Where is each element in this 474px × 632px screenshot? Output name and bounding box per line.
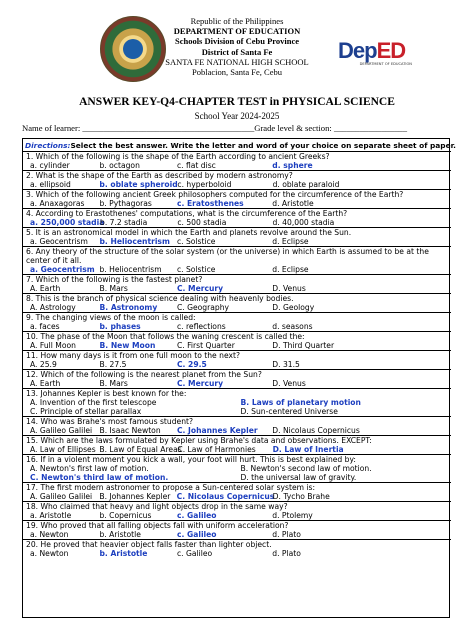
correct-answer-option: a. 250,000 stadia: [30, 218, 105, 227]
options-row: [26, 464, 451, 473]
question-stem: 18. Who claimed that heavy and light objects drop in the same way?: [26, 502, 288, 511]
answer-option: A. Full Moon: [30, 341, 76, 350]
correct-answer-option: b. phases: [99, 322, 141, 331]
correct-answer-option: C. Mercury: [176, 284, 224, 293]
answer-option: D. Third Quarter: [272, 341, 335, 350]
options-row: [26, 379, 451, 388]
correct-answer-option: b. oblate spheroid: [99, 180, 178, 189]
answer-option: a. Newton: [30, 530, 69, 539]
answer-option: C. First Quarter: [176, 341, 235, 350]
question-item: [23, 454, 451, 482]
question-stem: 9. The changing views of the moon is called:: [26, 313, 196, 322]
question-stem: 15. Which are the laws formulated by Kepler using Brahe's data and observations. EXCEPT:: [26, 436, 372, 445]
answer-option: a. Geocentrism: [30, 237, 88, 246]
options-row: [26, 511, 451, 520]
question-item: [23, 482, 451, 501]
answer-option: A. Invention of the first telescope: [30, 398, 157, 407]
correct-answer-option: c. Eratosthenes: [176, 199, 244, 208]
directions: [25, 141, 456, 150]
options-row: [26, 237, 451, 246]
question-item: [23, 312, 451, 331]
answer-option: D. the universal law of gravity.: [240, 473, 357, 482]
options-row: [26, 398, 451, 407]
answer-option: d. 40,000 stadia: [272, 218, 335, 227]
options-row: [26, 473, 451, 482]
question-stem: 16. If in a violent moment you kick a wall, your foot will hurt. This is best explained by:: [26, 455, 356, 464]
options-row: [26, 445, 451, 454]
options-row: [26, 549, 451, 558]
answer-option: b. Copernicus: [99, 511, 152, 520]
header-lines: [150, 16, 324, 77]
answer-option: c. Galileo: [176, 549, 213, 558]
question-stem: 19. Who proved that all falling objects fall with uniform acceleration?: [26, 521, 289, 530]
answer-option: d. Aristotle: [272, 199, 314, 208]
answer-option: A. Earth: [30, 284, 61, 293]
correct-answer-option: C. Nicolaus Copernicus: [176, 492, 275, 501]
options-row: [26, 199, 451, 208]
answer-option: B. Johannes Kepler: [99, 492, 171, 501]
answer-option: A. 25.9: [30, 360, 57, 369]
question-stem: 6. Any theory of the structure of the solar system (or the universe) in which Earth is assumed to be at the center of it all.: [26, 247, 429, 265]
answer-option: b. 7.2 stadia: [100, 218, 148, 227]
question-item: [23, 501, 451, 520]
answer-option: c. flat disc: [176, 161, 216, 170]
answer-option: a. Newton: [30, 549, 69, 558]
correct-answer-option: C. 29.5: [176, 360, 207, 369]
correct-answer-option: c. Galileo: [176, 511, 217, 520]
question-item: [23, 369, 451, 388]
question-stem: 14. Who was Brahe's most famous student?: [26, 417, 194, 426]
answer-option: A. Law of Ellipses: [30, 445, 96, 454]
correct-answer-option: C. Johannes Kepler: [176, 426, 258, 435]
question-stem: 3. Which of the following ancient Greek philosophers computed for the circumference of the Earth?: [26, 190, 404, 199]
name-grade-line: Name of learner: ________________________________________Grade level & section: _________________: [22, 123, 407, 133]
answer-option: C. Principle of stellar parallax: [30, 407, 142, 416]
question-item: [23, 274, 451, 293]
question-item: [23, 189, 451, 208]
options-row: [26, 303, 451, 312]
question-stem: 4. According to Erastothenes' computations, what is the circumference of the Earth?: [26, 209, 348, 218]
correct-answer-option: C. Newton's third law of motion.: [30, 473, 169, 482]
question-stem: 8. This is the branch of physical science dealing with heavenly bodies.: [26, 294, 294, 303]
deped-logo-ed: ED: [376, 38, 406, 63]
question-item: [23, 170, 451, 189]
answer-option: a. cylinder: [30, 161, 70, 170]
question-stem: 10. The phase of the Moon that follows the waning crescent is called the:: [26, 332, 305, 341]
answer-option: b. Heliocentrism: [99, 265, 162, 274]
question-item: [23, 208, 451, 227]
answer-option: A. Astrology: [30, 303, 76, 312]
school-year: School Year 2024-2025: [194, 111, 280, 121]
question-item: [23, 246, 451, 274]
answer-option: d. Plato: [272, 530, 301, 539]
options-row: [26, 161, 451, 170]
options-row: [26, 180, 451, 189]
correct-answer-option: b. Aristotle: [99, 549, 148, 558]
answer-option: B. 27.5: [99, 360, 127, 369]
question-stem: 20. He proved that heavier object falls faster than lighter object.: [26, 540, 272, 549]
question-box: [22, 138, 456, 618]
answer-option: d. oblate paraloid: [272, 180, 340, 189]
question-stem: 11. How many days is it from one full moon to the next?: [26, 351, 240, 360]
correct-answer-option: a. Geocentrism: [30, 265, 95, 274]
question-item: [23, 293, 451, 312]
options-row: [26, 360, 451, 369]
question-item: [23, 435, 451, 454]
options-row: [26, 426, 451, 435]
question-item: [23, 227, 451, 246]
answer-option: A. Galileo Galilei: [30, 426, 93, 435]
correct-answer-option: B. Laws of planetary motion: [240, 398, 361, 407]
answer-option: B. Law of Equal Areas: [99, 445, 182, 454]
answer-option: d. Plato: [272, 549, 301, 558]
answer-option: d. seasons: [272, 322, 313, 331]
question-item: [23, 539, 451, 558]
answer-option: B. Mars: [99, 379, 128, 388]
header-line: Poblacion, Santa Fe, Cebu: [192, 67, 282, 78]
answer-option: a. faces: [30, 322, 60, 331]
correct-answer-option: C. Mercury: [176, 379, 224, 388]
answer-option: D. Venus: [272, 284, 306, 293]
answer-option: D. Venus: [272, 379, 306, 388]
answer-option: c. 500 stadia: [177, 218, 227, 227]
options-row: [26, 284, 451, 293]
question-item: [23, 151, 451, 170]
answer-option: D. 31.5: [272, 360, 300, 369]
answer-option: d. Eclipse: [272, 237, 309, 246]
options-row: [26, 530, 451, 539]
answer-option: c. Solstice: [176, 265, 216, 274]
header-line: SANTA FE NATIONAL HIGH SCHOOL: [165, 56, 309, 67]
answer-option: c. Solstice: [176, 237, 216, 246]
header-line: Republic of the Philippines: [190, 16, 284, 26]
question-stem: 13. Johannes Kepler is best known for the:: [26, 389, 187, 398]
question-item: [23, 331, 451, 350]
answer-option: a. ellipsoid: [30, 180, 71, 189]
question-list: [23, 151, 451, 558]
options-row: [26, 407, 451, 416]
directions-text: Select the best answer. Write the letter and word of your choice on separate sheet of paper.: [70, 141, 456, 150]
answer-option: A. Newton's first law of motion.: [30, 464, 149, 473]
options-row: [26, 265, 451, 274]
question-item: [23, 388, 451, 416]
question-stem: 17. The first modern astronomer to propose a Sun-centered solar system is:: [26, 483, 316, 492]
deped-logo-tag: DEPARTMENT OF EDUCATION: [359, 62, 412, 66]
question-item: [23, 350, 451, 369]
options-row: [26, 492, 451, 501]
answer-option: B. Mars: [99, 284, 128, 293]
question-stem: 1. Which of the following is the shape of the Earth according to ancient Greeks?: [26, 152, 330, 161]
answer-option: B. Newton's second law of motion.: [240, 464, 372, 473]
question-stem: 5. It is an astronomical model in which the Earth and planets revolve around the Sun.: [26, 228, 352, 237]
header-line: District of Santa Fe: [201, 46, 273, 57]
header-line: Schools Division of Cebu Province: [174, 36, 300, 47]
correct-answer-option: c. Galileo: [176, 530, 217, 539]
answer-option: a. Anaxagoras: [30, 199, 85, 208]
question-stem: 7. Which of the following is the fastest planet?: [26, 275, 203, 284]
options-row: [26, 341, 451, 350]
answer-option: c. hyperboloid: [177, 180, 232, 189]
correct-answer-option: b. Heliocentrism: [99, 237, 170, 246]
page-title: ANSWER KEY-Q4-CHAPTER TEST in PHYSICAL SCIENCE: [79, 96, 395, 108]
answer-option: d. Ptolemy: [272, 511, 313, 520]
options-row: [26, 322, 451, 331]
question-stem: 12. Which of the following is the nearest planet from the Sun?: [26, 370, 262, 379]
options-row: [26, 218, 451, 227]
answer-option: b. Aristotle: [99, 530, 141, 539]
answer-option: D. Geology: [272, 303, 315, 312]
directions-label: Directions:: [25, 141, 71, 150]
answer-option: b. octagon: [99, 161, 140, 170]
answer-option: A. Earth: [30, 379, 61, 388]
header-line: DEPARTMENT OF EDUCATION: [173, 26, 301, 37]
answer-option: d. Eclipse: [272, 265, 309, 274]
answer-option: A. Galileo Galilei: [30, 492, 93, 501]
correct-answer-option: d. sphere: [272, 161, 313, 170]
correct-answer-option: D. Law of Inertia: [272, 445, 344, 454]
answer-option: D. Nicolaus Copernicus: [272, 426, 360, 435]
question-item: [23, 520, 451, 539]
question-item: [23, 416, 451, 435]
answer-option: c. reflections: [176, 322, 226, 331]
correct-answer-option: B. Astronomy: [99, 303, 158, 312]
answer-option: b. Pythagoras: [99, 199, 152, 208]
deped-logo-dep: Dep: [338, 38, 377, 63]
answer-option: B. Isaac Newton: [99, 426, 161, 435]
answer-option: D. Sun-centered Universe: [240, 407, 338, 416]
correct-answer-option: B. New Moon: [99, 341, 156, 350]
answer-option: D. Tycho Brahe: [272, 492, 330, 501]
answer-option: C. Geography: [176, 303, 230, 312]
answer-option: a. Aristotle: [30, 511, 72, 520]
question-stem: 2. What is the shape of the Earth as described by modern astronomy?: [26, 171, 293, 180]
deped-logo: [338, 40, 416, 80]
answer-option: C. Law of Harmonies: [177, 445, 256, 454]
